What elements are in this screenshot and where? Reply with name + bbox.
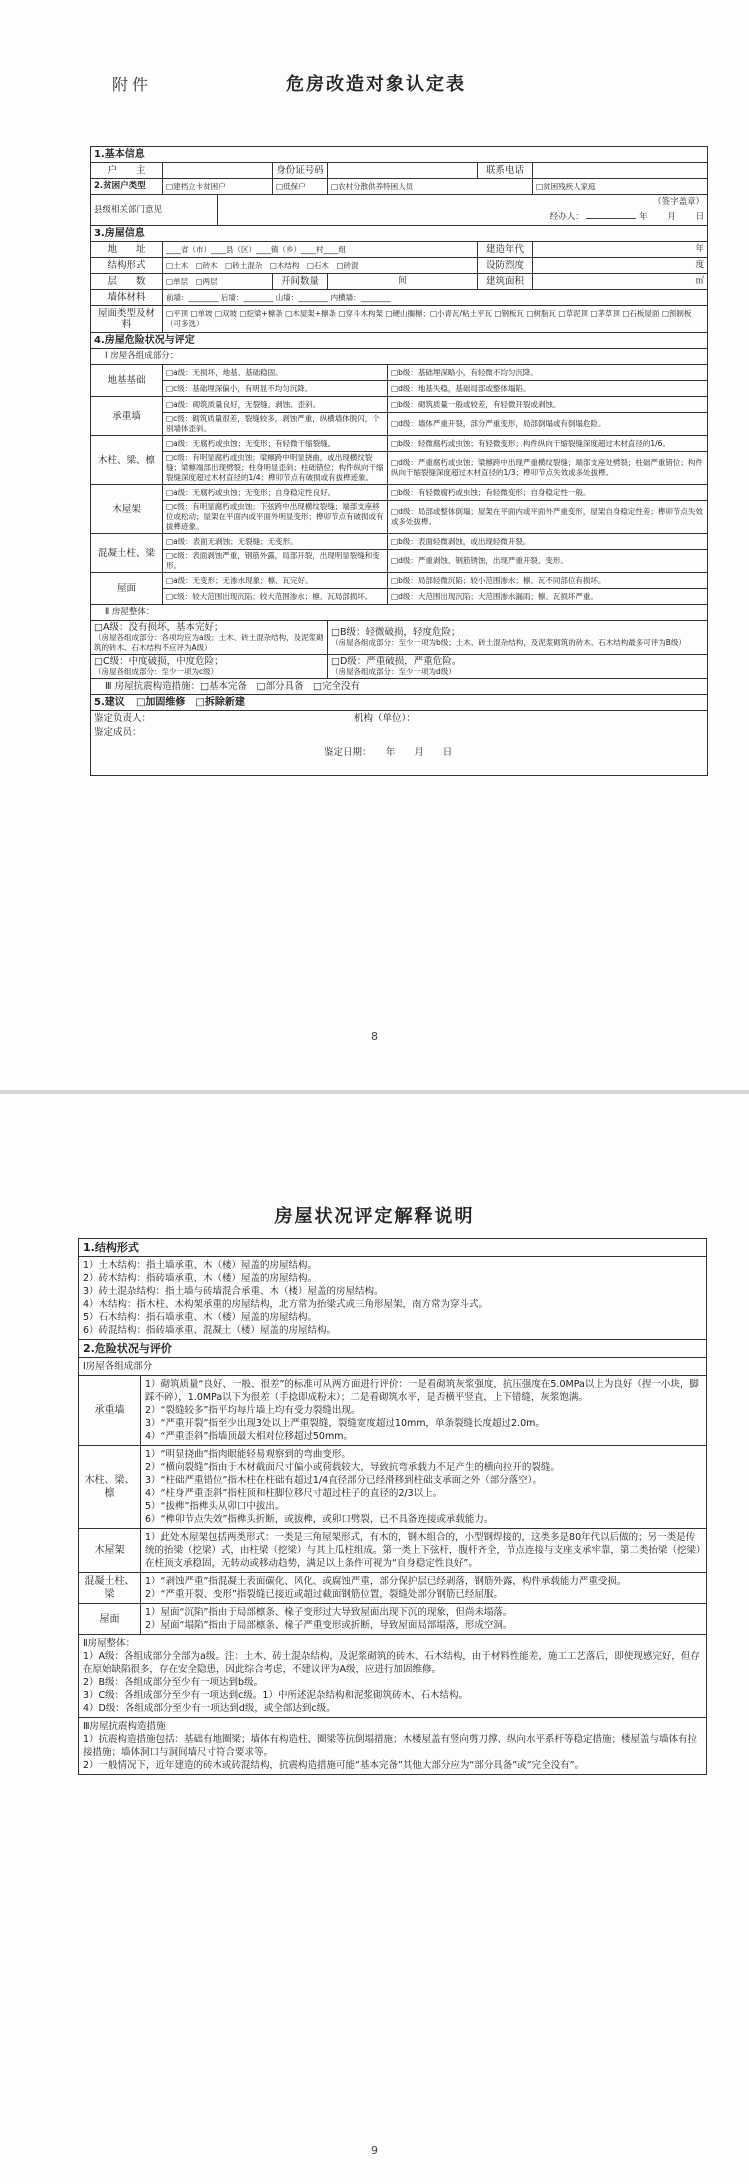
part-explanation — [141, 1604, 707, 1635]
bays-label: 开间数量 — [273, 274, 328, 290]
grade-option[interactable]: □c级：有明显腐朽或虫蚀；梁檩跨中明显挠曲，或出现横纹裂缝；梁檩端部出现劈裂；柱身明显歪斜；柱础错位；构件纵向干缩裂缝深度超过木材直径的1/4；榫卯节点有破损或有拔榫迹象。 — [163, 452, 388, 485]
section-danger: 4.房屋危险状况与评定 — [91, 333, 708, 349]
structure-item: 1）土木结构：指土墙承重、木（楼）屋盖的房屋结构。 — [83, 1260, 318, 1271]
seal-note: （签字盖章） — [218, 195, 708, 211]
appraiser-label: 鉴定负责人： — [94, 713, 152, 724]
grade-option[interactable]: □a级：无腐朽或虫蚀；无变形；有轻微干缩裂缝。 — [163, 436, 388, 452]
address-label: 地 址 — [91, 242, 163, 258]
explanation-item: 1）“剥蚀严重”指混凝土表面碳化、风化、或腐蚀严重，部分保护层已经剥落，钢筋外露，构件承载能力严重受损。 — [145, 1576, 627, 1587]
part-name: 木屋架 — [79, 1529, 141, 1573]
structure-item: 6）砖混结构：指砖墙承重、混凝土（楼）屋盖的房屋结构。 — [83, 1325, 337, 1336]
grade-option[interactable]: □c级：表面剥蚀严重，钢筋外露，局部开裂，出现明显裂缝和变形。 — [163, 550, 388, 573]
structure-item: 4）木结构：指木柱、木构架承重的房屋结构，北方常为抬梁式或三角形屋架，南方常为穿斗式。 — [83, 1299, 489, 1310]
part-name: 地基基础 — [91, 365, 163, 397]
sub-parts-title: Ⅰ 房屋各组成部分： — [91, 349, 708, 365]
whole-grade-head: □C级：中度破损，中度危险； — [94, 656, 224, 667]
whole-item: 3）C级：各组成部分至少有一项达到c级。1）中所述泥杂结构和泥浆砌筑砖木、石木结构。 — [83, 1690, 468, 1701]
whole-item: 2）B级：各组成部分至少有一项达到b级。 — [83, 1677, 264, 1688]
part-explanation — [141, 1573, 707, 1604]
built-year-field[interactable]: 年 — [533, 242, 708, 258]
whole-grade-note: （房屋各组成部分：至少一项为c级） — [94, 667, 219, 676]
floors-label: 层 数 — [91, 274, 163, 290]
poor-type-option[interactable]: □农村分散供养特困人员 — [328, 179, 533, 195]
grade-option[interactable]: □b级：轻微腐朽或虫蚀；有轻微变形；构件纵向干缩裂缝深度超过木材直径的1/6。 — [388, 436, 708, 452]
structure-list — [79, 1257, 707, 1340]
grade-option[interactable]: □b级：局部轻微沉陷；较小范围渗水；檩、瓦不同部位有损坏。 — [388, 573, 708, 589]
grade-option[interactable]: □c级：有明显腐朽或虫蚀；下弦跨中出现横纹裂缝；端部支座移位或松动；屋架在平面内或平面外明显变形；榫卯节点有破损或有拔榫迹象。 — [163, 501, 388, 534]
explanation-item: 1）砌筑质量“良好、一般、很差”的标准可从两方面进行评价：一是看砌筑灰浆强度，抗压强度在5.0MPa以上为良好（捏一小块，脚踩不碎），1.0MPa以下为很差（手捻即成粉末）；二是看砌筑水平，是否横平竖直，上下错缝，灰浆饱满。 — [145, 1379, 699, 1403]
grade-option[interactable]: □d级：墙体严重开裂，部分严重变形，局部倒塌或有倒塌危险。 — [388, 413, 708, 436]
structure-options[interactable]: □土木 □砖木 □砖土混杂 □木结构 □石木 □砖混 — [163, 258, 478, 274]
whole-grade-head: □A级：没有损坏，基本完好； — [94, 622, 224, 633]
grade-option[interactable]: □b级：砌筑质量一般或较差，有轻微开裂或剥蚀。 — [388, 397, 708, 413]
part-name: 木柱、梁、檩 — [91, 436, 163, 485]
part-explanation — [141, 1446, 707, 1529]
grade-option[interactable]: □c级：较大范围出现沉陷；较大范围渗水；檩、瓦局部损坏。 — [163, 589, 388, 605]
whole-block — [79, 1635, 707, 1718]
explanation-item: 1）“明显挠曲”指肉眼能轻易观察到的弯曲变形。 — [145, 1449, 351, 1460]
part-name: 屋面 — [91, 573, 163, 605]
grade-option[interactable]: □d级：严重剥蚀、钢筋锈蚀，出现严重开裂、变形。 — [388, 550, 708, 573]
whole-grade-option[interactable] — [91, 655, 328, 679]
explanation-item: 2）“横向裂缝”指由于木材截面尺寸偏小或荷载较大，导致抗弯承载力不足产生的横向拉开的裂缝。 — [145, 1462, 560, 1473]
structure-label: 结构形式 — [91, 258, 163, 274]
part-name: 混凝土柱、梁 — [79, 1573, 141, 1604]
whole-grade-note: （房屋各组成部分：各项均应为a级；土木、砖土混杂结构，及泥浆砌筑的砖木、石木结构不应评为A级） — [94, 633, 324, 652]
owner-field[interactable] — [163, 163, 273, 179]
section-structure: 1.结构形式 — [79, 1239, 707, 1257]
section-danger-eval: 2.危险状况与评价 — [79, 1340, 707, 1358]
whole-grade-head: □D级：严重破损，严重危险。 — [331, 656, 462, 667]
org-label: 机构（单位）： — [354, 713, 416, 724]
section-house-info: 3.房屋信息 — [91, 226, 708, 242]
roof-options[interactable]: □平顶 □单坡 □双坡 □挖梁+檩条 □木屋架+檩条 □穿斗木构架 □硬山搁檩；□小青瓦/粘土平瓦 □钢板瓦 □树脂瓦 □草泥顶 □茅草顶 □石板屋面 □预制板 （可多选） — [163, 306, 708, 333]
form-title: 危房改造对象认定表 — [286, 74, 466, 95]
explanation-item: 1）此处木屋架包括两类形式：一类是三角屋架形式，有木的，钢木组合的，小型钢焊接的，这类多是80年代以后做的；另一类是传统的抬梁（挖梁）式，由柱梁（挖梁）与其上瓜柱组成。第一类上下弦杆，腹杆齐全，节点连接与支座支承牢靠，第二类抬梁（挖梁）在柱顶支承稳固，无转动或移动趋势，满足以上条件可视为“自身稳定性良好”。 — [145, 1532, 701, 1569]
seismic-item: 1）抗震构造措施包括：基础有地圈梁；墙体有构造柱、圈梁等抗倒塌措施；木楼屋盖有竖向剪刀撑、纵向水平系杆等稳定措施；楼屋盖与墙体有拉接措施；墙体洞口与洞间墙尺寸符合要求等。 — [83, 1734, 698, 1758]
poor-type-option[interactable]: □建档立卡贫困户 — [163, 179, 273, 195]
sub-seismic-title: Ⅲ房屋抗震构造措施 — [83, 1721, 166, 1732]
page-number: 8 — [371, 1030, 378, 1043]
part-name: 承重墙 — [79, 1376, 141, 1446]
explanation-item: 6）“榫卯节点失效”指榫头折断，或拔榫，或卯口劈裂，已不具备连接或承载能力。 — [145, 1514, 494, 1525]
whole-grade-note: （房屋各组成部分：至少一项为d级） — [331, 667, 456, 676]
phone-label: 联系电话 — [478, 163, 533, 179]
wall-fields[interactable]: 前墙：________ 后墙：________ 山墙：________ 内横墙：________ — [163, 290, 708, 306]
explanation-title: 房屋状况评定解释说明 — [274, 1206, 475, 1227]
section-suggestion: 5.建议 — [94, 696, 125, 708]
explanation-item: 2）屋面“塌陷”指由于局部檩条、椽子严重变形或折断，导致屋面局部塌落，形成空洞。 — [145, 1620, 513, 1631]
explanation-item: 4）“严重歪斜”指墙顶最大相对位移超过50mm。 — [145, 1431, 353, 1442]
poor-type-option[interactable]: □低保户 — [273, 179, 328, 195]
sub-whole-title: Ⅱ 房屋整体： — [91, 605, 708, 621]
explanation-item: 2）“裂缝较多”指平均每片墙上均有受力裂缝出现。 — [145, 1405, 361, 1416]
structure-item: 2）砖木结构：指砖墙承重、木（楼）屋盖的房屋结构。 — [83, 1273, 318, 1284]
date-day: 日 — [695, 212, 705, 222]
explanation-item: 2）“严重开裂、变形”指裂缝已接近或超过截面钢筋位置，裂缝处部分钢筋已经屈服。 — [145, 1589, 503, 1600]
appraiser-block — [91, 711, 708, 776]
section-basic-info: 1.基本信息 — [91, 147, 708, 163]
seismic-item: 2）一般情况下，近年建造的砖木或砖混结构，抗震构造措施可能“基本完备”其他大部分应为“部分具备”或“完全没有”。 — [83, 1760, 585, 1771]
grade-option[interactable]: □d级：局部或整体倒塌；屋架在平面内或平面外严重变形，屋架自身稳定性差；榫卯节点失效或多处拔榫。 — [388, 501, 708, 534]
attachment-label: 附件 — [112, 75, 153, 94]
grade-option[interactable]: □a级：无变形；无渗水现象；檩、瓦完好。 — [163, 573, 388, 589]
date-year: 年 — [639, 212, 648, 222]
grade-option[interactable]: □b级：表面轻微剥蚀，或出现轻微开裂。 — [388, 534, 708, 550]
structure-item: 3）砖土混杂结构：指土墙与砖墙混合承重、木（楼）屋盖的房屋结构。 — [83, 1286, 384, 1297]
area-field[interactable]: ㎡ — [533, 274, 708, 290]
grade-option[interactable]: □a级：砌筑质量良好，无裂缝、剥蚀、歪斜。 — [163, 397, 388, 413]
part-name: 木柱、梁、檩 — [79, 1446, 141, 1529]
grade-option[interactable]: □a级：无损坏，地基、基础稳固。 — [163, 365, 388, 381]
part-name: 承重墙 — [91, 397, 163, 436]
members-label: 鉴定成员： — [94, 727, 142, 738]
explanation-item: 3）“柱础严重错位”指木柱在柱础有超过1/4直径部分已经滑移到柱础支承面之外（部分落空）。 — [145, 1475, 542, 1486]
county-opinion-label: 县级相关部门意见 — [91, 195, 218, 226]
sub-parts-title: Ⅰ房屋各组成部分 — [79, 1358, 707, 1376]
part-explanation — [141, 1376, 707, 1446]
explanation-page — [0, 1094, 749, 2184]
grade-option[interactable]: □b级：有轻微腐朽或虫蚀；有轻微变形；自身稳定性一般。 — [388, 485, 708, 501]
grade-option[interactable]: □d级：严重腐朽或虫蚀；梁檩跨中出现严重横纹裂缝；端部支座处劈裂；柱础严重错位；构件纵向干缩裂缝深度超过木材直径的1/3；榫卯节点失效或多处拔榫。 — [388, 452, 708, 485]
grade-option[interactable]: □c级：基础埋深偏小，有明显不均匀沉降。 — [163, 381, 388, 397]
whole-item: 1）A级：各组成部分全部为a级。注：土木、砖土混杂结构，及泥浆砌筑的砖木、石木结构，由于材料性能差，施工工艺落后，即使现感完好，但存在原始缺陷很多，存在安全隐患，因此综合考虑，不建议评为A级，应进行加固维修。 — [83, 1651, 700, 1675]
part-name: 混凝土柱、梁 — [91, 534, 163, 573]
whole-grade-note: （房屋各组成部分：至少一项为b级；土木、砖土混杂结构，及泥浆砌筑的砖木、石木结构最多可评为B级） — [331, 638, 686, 647]
part-name: 屋面 — [79, 1604, 141, 1635]
built-year-label: 建造年代 — [478, 242, 533, 258]
poor-type-option[interactable]: □贫困残疾人家庭 — [533, 179, 708, 195]
floor-options[interactable]: □单层 □两层 — [163, 274, 273, 290]
whole-grade-option[interactable] — [328, 655, 708, 679]
suggestion-row — [91, 695, 708, 711]
appraisal-form — [90, 146, 708, 776]
whole-item: 4）D级：各组成部分至少有一项达到d级，或全部达到c级。 — [83, 1703, 336, 1714]
explanation-item: 5）“拔榫”指榫头从卯口中拔出。 — [145, 1501, 285, 1512]
explanation-item: 1）屋面“沉陷”指由于局部檩条、椽子变形过大导致屋面出现下沉的现象，但尚未塌落。 — [145, 1607, 513, 1618]
explanation-item: 3）“严重开裂”指至少出现3处以上严重裂缝，裂缝宽度超过10mm，单条裂缝长度超过2.0m。 — [145, 1418, 545, 1429]
grade-option[interactable]: □a级：表面无剥蚀；无裂缝；无变形。 — [163, 534, 388, 550]
explanation-item: 4）“柱身严重歪斜”指柱顶和柱脚位移尺寸超过柱子的直径的2/3以上。 — [145, 1488, 443, 1499]
appraise-date: 鉴定日期： 年 月 日 — [324, 747, 453, 758]
grade-option[interactable]: □a级：无腐朽或虫蚀；无变形；自身稳定性良好。 — [163, 485, 388, 501]
id-label: 身份证号码 — [273, 163, 328, 179]
fortify-field[interactable]: 度 — [533, 258, 708, 274]
handler-label: 经办人： — [549, 212, 584, 222]
page-number: 9 — [371, 2144, 378, 2157]
grade-option[interactable]: □d级：地基失稳，基础局部或整体塌陷。 — [388, 381, 708, 397]
wall-label: 墙体材料 — [91, 290, 163, 306]
part-name: 木屋架 — [91, 485, 163, 534]
seismic-block — [79, 1718, 707, 1775]
whole-grade-option[interactable] — [328, 621, 708, 655]
id-field[interactable] — [328, 163, 478, 179]
bays-field[interactable]: 间 — [328, 274, 478, 290]
form-page — [0, 0, 749, 1090]
part-explanation — [141, 1529, 707, 1573]
roof-label: 屋面类型及材料 — [91, 306, 163, 333]
poor-type-label: 2.贫困户类型 — [91, 179, 163, 195]
date-month: 月 — [667, 212, 676, 222]
fortify-label: 设防烈度 — [478, 258, 533, 274]
grade-option[interactable]: □d级：大范围出现沉陷；大范围渗水漏雨；檩、瓦损坏严重。 — [388, 589, 708, 605]
grade-option[interactable]: □c级：砌筑质量很差，裂缝较多，剥蚀严重，纵横墙体脱闪，个别墙体歪斜。 — [163, 413, 388, 436]
structure-item: 5）石木结构：指石墙承重、木（楼）屋盖的房屋结构。 — [83, 1312, 318, 1323]
grade-option[interactable]: □b级：基础埋深略小，有轻微不均匀沉降。 — [388, 365, 708, 381]
whole-grade-option[interactable] — [91, 621, 328, 655]
owner-label: 户 主 — [91, 163, 163, 179]
area-label: 建筑面积 — [478, 274, 533, 290]
handler-row — [218, 210, 708, 226]
sub-whole-title: Ⅱ房屋整体： — [83, 1638, 136, 1649]
suggestion-options[interactable]: □加固维修 □拆除新建 — [135, 696, 245, 708]
phone-field[interactable] — [533, 163, 708, 179]
address-field[interactable]: ____省（市）____县（区）____镇（乡）____村____组 — [163, 242, 478, 258]
whole-grade-head: □B级：轻微破损，轻度危险； — [331, 627, 461, 638]
seismic-measures[interactable]: Ⅲ 房屋抗震构造措施：□基本完备 □部分具备 □完全没有 — [91, 679, 708, 695]
explanation-table — [78, 1238, 707, 1775]
